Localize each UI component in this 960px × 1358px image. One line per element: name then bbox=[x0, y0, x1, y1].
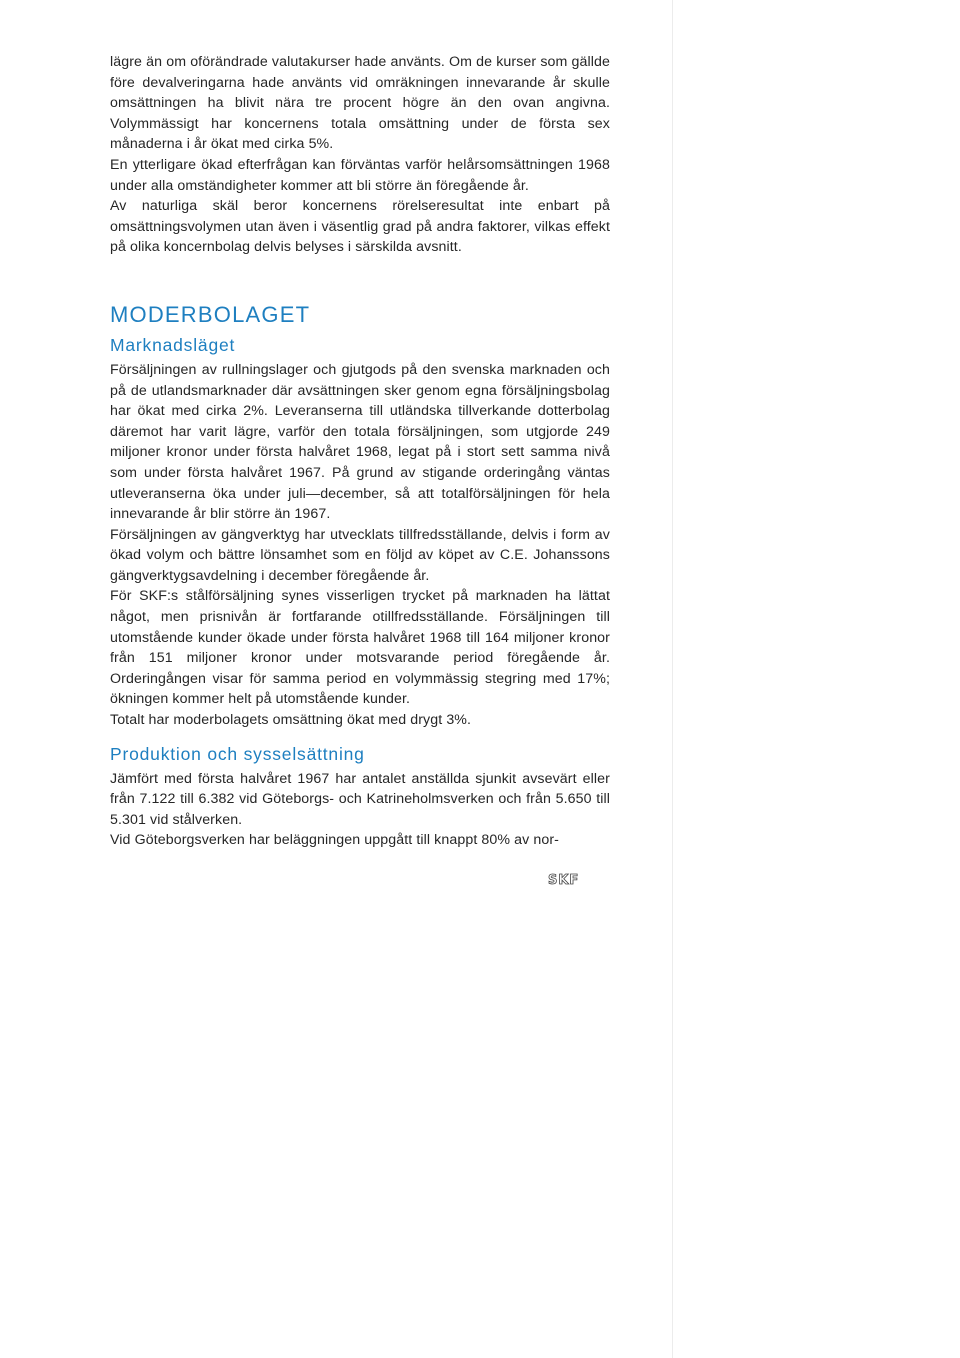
page-edge-line bbox=[672, 0, 673, 1358]
intro-paragraph-3: Av naturliga skäl beror koncernens rörelseresultat inte enbart på omsättningsvolymen utan även i väsentlig grad på andra faktorer, vilkas effekt på olika koncernbolag delvis belyses i särskilda avsnitt. bbox=[110, 198, 610, 256]
text-column bbox=[110, 52, 610, 851]
section-heading: MODERBOLAGET bbox=[110, 301, 311, 327]
production-paragraph-1: Jämfört med första halvåret 1967 har antalet anställda sjunkit avsevärt eller från 7.122 till 6.382 vid Göteborgs- och Katrineholmsverken och från 5.650 till 5.301 vid stålverken. bbox=[110, 770, 610, 828]
skf-logo: SKF bbox=[548, 873, 580, 888]
intro-paragraph-2: En ytterligare ökad efterfrågan kan förväntas varför helårsomsättningen 1968 under alla omständigheter kommer att bli större än föregående år. bbox=[110, 156, 610, 194]
market-paragraph-2: Försäljningen av gängverktyg har utvecklats tillfredsställande, delvis i form av ökad volym och bättre lönsamhet som en följd av köpet av C.E. Johanssons gängverktygsavdelning i december föregående år. bbox=[110, 526, 610, 584]
market-paragraph-3: För SKF:s stålförsäljning synes visserligen trycket på marknaden ha lättat något, men prisnivån är fortfarande otillfredsställande. Försäljningen till utomstående kunder ökade under första halvåret 1968 till 164 miljoner kronor från 151 miljoner kronor under motsvarande period föregående år. Orderingången visar för samma period en volymmässig stegring med 17%; ökningen kommer helt på utomstående kunder. bbox=[110, 588, 610, 708]
subheading-produktion: Produktion och sysselsättning bbox=[110, 743, 365, 764]
subheading-marknadslaget: Marknadsläget bbox=[110, 334, 236, 355]
market-paragraph-1: Försäljningen av rullningslager och gjutgods på den svenska marknaden och på de utlandsmarknader där avsättningen sker genom egna försäljningsbolag har ökat med cirka 2%. Leveranserna till utländska tillverkande dotterbolag däremot har varit lägre, varför den totala försäljningen, som utgjorde 249 miljoner kronor under första halvåret 1968, legat på i stort sett samma nivå som under första halvåret 1967. På grund av stigande orderingång väntas utleveranserna öka under juli—december, så att totalförsäljningen för hela innevarande år blir större än 1967. bbox=[110, 361, 610, 523]
intro-paragraph-1: lägre än om oförändrade valutakurser hade använts. Om de kurser som gällde före devalveringarna hade använts vid omräkningen innevarande år skulle omsättningen ha blivit nära tre procent högre än den ovan angivna. Volymmässigt har koncernens totala omsättning under de första sex månaderna i år ökat med cirka 5%. bbox=[110, 54, 610, 153]
market-paragraph-4: Totalt har moderbolagets omsättning ökat med drygt 3%. bbox=[110, 712, 472, 729]
production-paragraph-2: Vid Göteborgsverken har beläggningen uppgått till knappt 80% av nor- bbox=[110, 832, 560, 849]
